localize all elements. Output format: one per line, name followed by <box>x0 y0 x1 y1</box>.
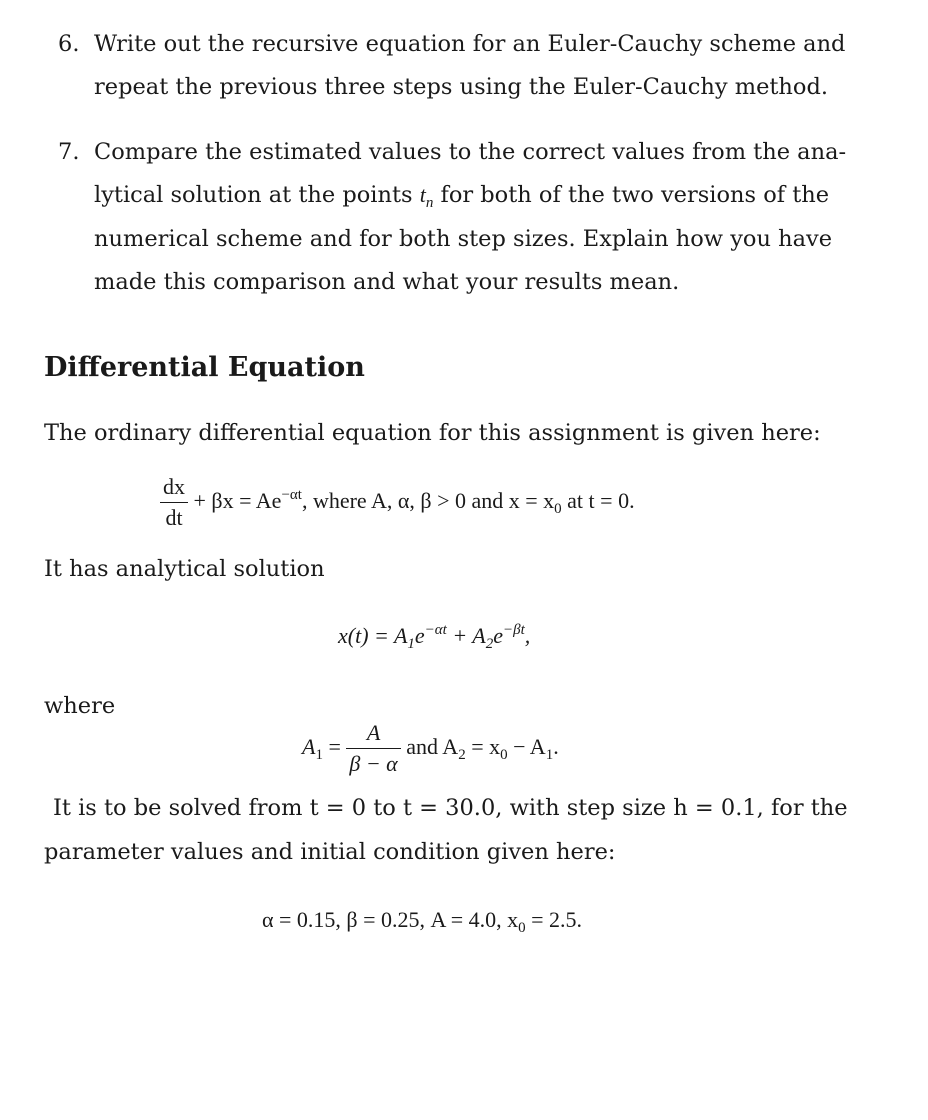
list-number-7: 7. <box>58 139 80 165</box>
parameter-values: α = 0.15, β = 0.25, A = 4.0, $x_0 = 2.5$. <box>262 907 583 936</box>
item-7-line-1: Compare the estimated values to the correct values from the ana- <box>94 139 847 165</box>
solve-text-line-2: parameter values and initial condition given here: <box>44 839 616 865</box>
constants-equation: $A_1$ = $\frac{A}{\beta - \alpha}$ and $A_2 = x_0 - A_1$. <box>302 720 559 776</box>
item-7-line-4: made this comparison and what your results mean. <box>94 269 680 295</box>
item-6-line-2: repeat the previous three steps using the Euler-Cauchy method. <box>94 74 829 100</box>
a1-fraction: $\frac{A}{\beta - \alpha}$ <box>346 720 400 777</box>
item-7-line-2: lytical solution at the points $t_n$ for both of the two versions of the <box>94 182 830 211</box>
intro-text: The ordinary differential equation for this assignment is given here: <box>44 420 821 446</box>
list-number-6: 6. <box>58 31 80 57</box>
ode-equation: $\frac{dx}{dt}$ + $\beta x = Ae^{-\alpha t}$, where A, α, β > 0 and $x = x_0$ at t = 0. <box>160 474 635 531</box>
solve-text-line-1: It is to be solved from t = 0 to t = 30.0, with step size h = 0.1, for the <box>53 795 848 821</box>
item-6-line-1: Write out the recursive equation for an Euler-Cauchy scheme and <box>94 31 846 57</box>
derivative-fraction: $\frac{dx}{dt}$ <box>160 474 188 531</box>
item-7-line-3: numerical scheme and for both step sizes. Explain how you have <box>94 226 833 252</box>
solution-label: It has analytical solution <box>44 556 325 582</box>
section-heading: Differential Equation <box>44 352 365 383</box>
solution-equation: $x(t) = A_1e^{-\alpha t} + A_2e^{-\beta t}$, <box>338 622 531 652</box>
t-n-symbol: $t_n$ <box>419 182 434 211</box>
where-label: where <box>44 693 116 719</box>
